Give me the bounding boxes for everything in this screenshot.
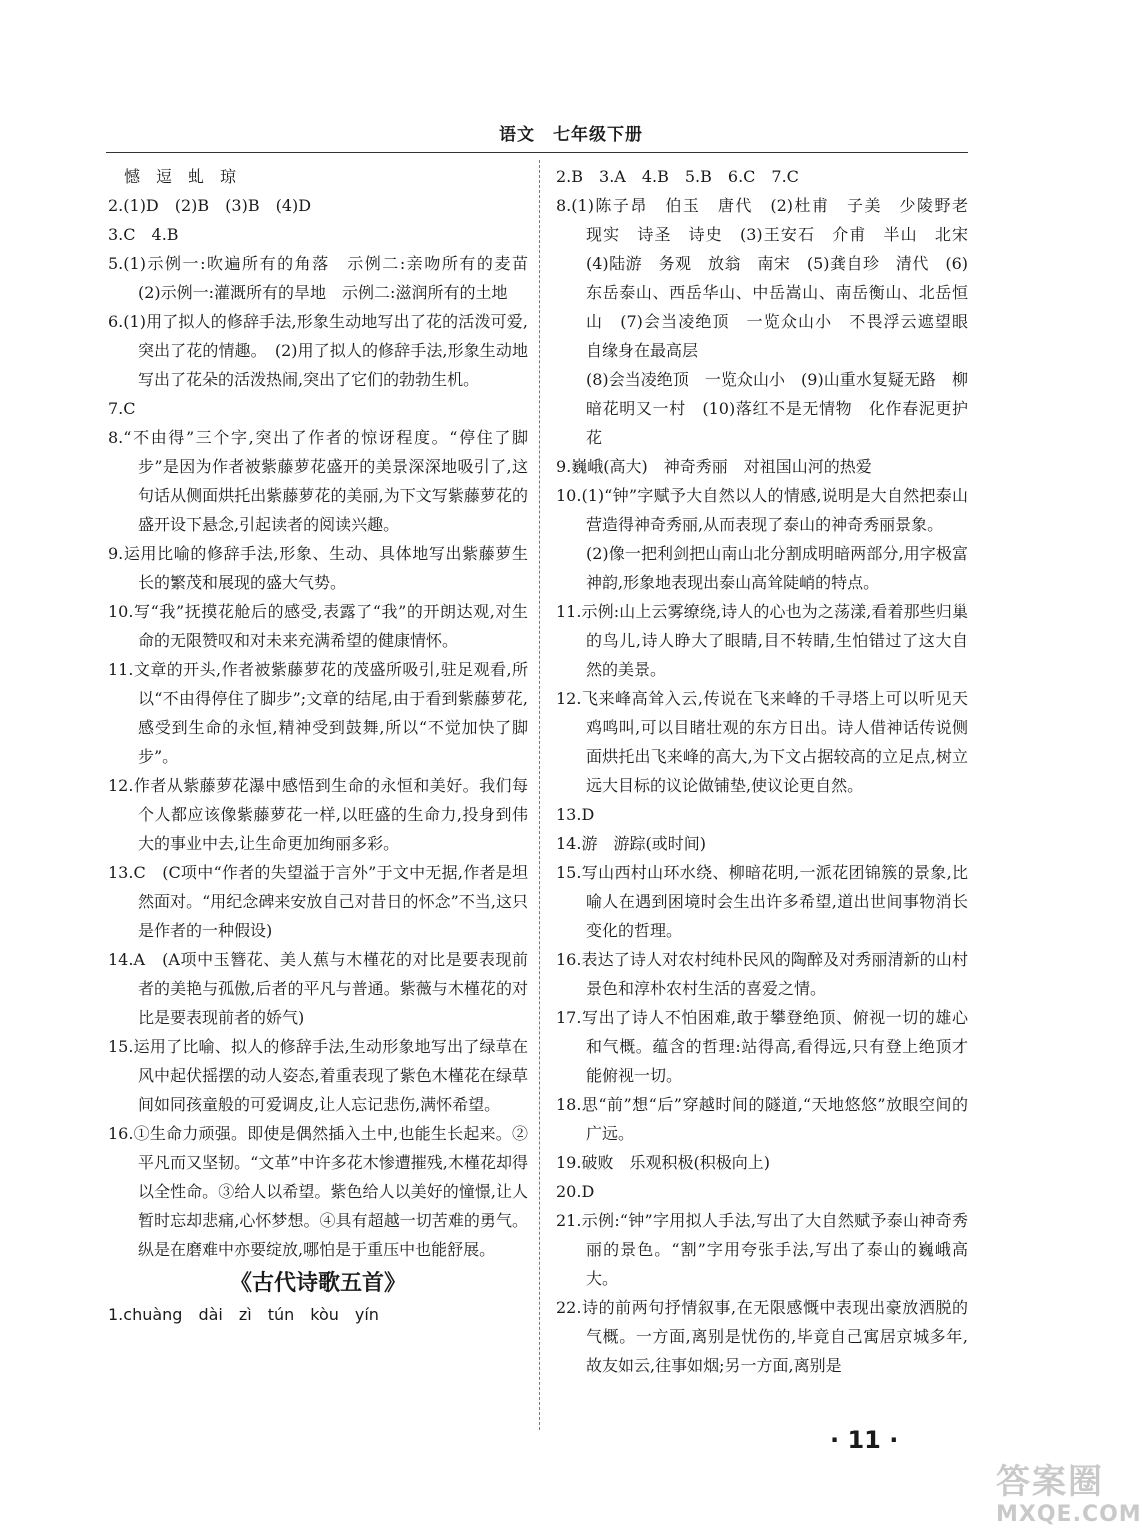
- page-header: 语文 七年级下册: [499, 125, 643, 145]
- answer-item: 13.C (C项中“作者的失望溢于言外”于文中无据,作者是坦然面对。“用纪念碑来安放自己对昔日的怀念”不当,这只是作者的一种假设): [108, 863, 528, 940]
- answer-item: 12.飞来峰高耸入云,传说在飞来峰的千寻塔上可以听见天鸡鸣叫,可以目睹壮观的东方日出。诗人借神话传说侧面烘托出飞来峰的高大,为下文占据较高的立足点,树立远大目标的议论做铺垫,使议论更自然。: [556, 689, 968, 795]
- answer-item: 10.(1)“钟”字赋予大自然以人的情感,说明是大自然把泰山营造得神奇秀丽,从而表现了泰山的神奇秀丽景象。: [556, 486, 968, 534]
- answer-item: 10.写“我”抚摸花舱后的感受,表露了“我”的开朗达观,对生命的无限赞叹和对未来充满希望的健康情怀。: [108, 602, 528, 650]
- page-number: · 11 ·: [830, 1426, 899, 1454]
- answer-item: 13.D: [556, 805, 595, 824]
- answer-item: 6.(1)用了拟人的修辞手法,形象生动地写出了花的活泼可爱,突出了花的情趣。 (2)用了拟人的修辞手法,形象生动地写出了花朵的活泼热闹,突出了它们的勃勃生机。: [108, 312, 528, 389]
- answer-item: 18.思“前”想“后”穿越时间的隧道,“天地悠悠”放眼空间的广远。: [556, 1095, 968, 1143]
- watermark-url: MXQE.COM: [996, 1502, 1142, 1527]
- answer-item: 11.文章的开头,作者被紫藤萝花的茂盛所吸引,驻足观看,所以“不由得停住了脚步”;文章的结尾,由于看到紫藤萝花,感受到生命的永恒,精神受到鼓舞,所以“不觉加快了脚步”。: [108, 660, 528, 766]
- pinyin-answer: 1.chuàng dài zì tún kòu yín: [108, 1305, 379, 1324]
- right-column: [556, 162, 985, 1380]
- answer-item: 21.示例:“钟”字用拟人手法,写出了大自然赋予泰山神奇秀丽的景色。“割”字用夸张手法,写出了泰山的巍峨高大。: [556, 1211, 968, 1288]
- answer-item: 15.运用了比喻、拟人的修辞手法,生动形象地写出了绿草在风中起伏摇摆的动人姿态,着重表现了紫色木槿花在绿草间如同孩童般的可爱调皮,让人忘记悲伤,满怀希望。: [108, 1037, 528, 1114]
- answer-item: 5.(1)示例一:吹遍所有的角落 示例二:亲吻所有的麦苗 (2)示例一:灌溉所有的旱地 示例二:滋润所有的土地: [108, 254, 545, 302]
- answer-item: 19.破败 乐观积极(积极向上): [556, 1153, 770, 1172]
- answer-item: 3.C 4.B: [108, 225, 179, 244]
- answer-item: 8.(1)陈子昂 伯玉 唐代 (2)杜甫 子美 少陵野老 现实 诗圣 诗史 (3)王安石 介甫 半山 北宋 (4)陆游 务观 放翁 南宋 (5)龚自珍 清代 (6)东岳泰山、西岳华山、中岳嵩山、南岳衡山、北岳恒山 (7)会当凌绝顶 一览众山小 不畏浮云遮望眼 自缘身在最高层: [556, 196, 985, 360]
- left-column: [108, 162, 545, 1329]
- watermark-logo: 答案圈: [996, 1462, 1104, 1502]
- section-title: 《古代诗歌五首》: [229, 1270, 406, 1296]
- answer-item: 16.①生命力顽强。即使是偶然插入土中,也能生长起来。②平凡而又坚韧。“文革”中许多花木惨遭摧残,木槿花却得以全性命。③给人以希望。紫色给人以美好的憧憬,让人暂时忘却悲痛,心怀梦想。④具有超越一切苦难的勇气。纵是在磨难中亦要绽放,哪怕是于重压中也能舒展。: [108, 1124, 528, 1259]
- answer-item: 20.D: [556, 1182, 595, 1201]
- header-rule: [106, 152, 968, 153]
- answer-item: 12.作者从紫藤萝花瀑中感悟到生命的永恒和美好。我们每个人都应该像紫藤萝花一样,以旺盛的生命力,投身到伟大的事业中去,让生命更加绚丽多彩。: [108, 776, 528, 853]
- answer-item: 14.A (A项中玉簪花、美人蕉与木槿花的对比是要表现前者的美艳与孤傲,后者的平凡与普通。紫薇与木槿花的对比是要表现前者的娇气): [108, 950, 528, 1027]
- column-divider: [539, 160, 540, 1430]
- answer-item: 16.表达了诗人对农村纯朴民风的陶醉及对秀丽清新的山村景色和淳朴农村生活的喜爱之情。: [556, 950, 968, 998]
- watermark: [996, 1462, 1142, 1532]
- answer-item: 2.B 3.A 4.B 5.B 6.C 7.C: [556, 167, 799, 186]
- answer-item: 憾 逗 虬 琼: [108, 167, 237, 186]
- answer-item: (2)像一把利剑把山南山北分割成明暗两部分,用字极富神韵,形象地表现出泰山高耸陡峭的特点。: [586, 544, 968, 592]
- answer-item: 2.(1)D (2)B (3)B (4)D: [108, 196, 312, 215]
- answer-item: 8.“不由得”三个字,突出了作者的惊讶程度。“停住了脚步”是因为作者被紫藤萝花盛开的美景深深地吸引了,这句话从侧面烘托出紫藤萝花的美丽,为下文写紫藤萝花的盛开设下悬念,引起读者的阅读兴趣。: [108, 428, 528, 534]
- answer-item: 9.运用比喻的修辞手法,形象、生动、具体地写出紫藤萝生长的繁茂和展现的盛大气势。: [108, 544, 528, 592]
- answer-item: 9.巍峨(高大) 神奇秀丽 对祖国山河的热爱: [556, 457, 872, 476]
- answer-item: 17.写出了诗人不怕困难,敢于攀登绝顶、俯视一切的雄心和气概。蕴含的哲理:站得高,看得远,只有登上绝顶才能俯视一切。: [556, 1008, 968, 1085]
- answer-item: 7.C: [108, 399, 136, 418]
- answer-item: (8)会当凌绝顶 一览众山小 (9)山重水复疑无路 柳暗花明又一村 (10)落红不是无情物 化作春泥更护花: [586, 370, 968, 447]
- answer-item: 22.诗的前两句抒情叙事,在无限感慨中表现出豪放洒脱的气概。一方面,离别是忧伤的,毕竟自己寓居京城多年,故友如云,往事如烟;另一方面,离别是: [556, 1298, 968, 1375]
- answer-item: 14.游 游踪(或时间): [556, 834, 706, 853]
- answer-item: 15.写山西村山环水绕、柳暗花明,一派花团锦簇的景象,比喻人在遇到困境时会生出许多希望,道出世间事物消长变化的哲理。: [556, 863, 968, 940]
- answer-item: 11.示例:山上云雾缭绕,诗人的心也为之荡漾,看着那些归巢的鸟儿,诗人睁大了眼睛,目不转睛,生怕错过了这大自然的美景。: [556, 602, 968, 679]
